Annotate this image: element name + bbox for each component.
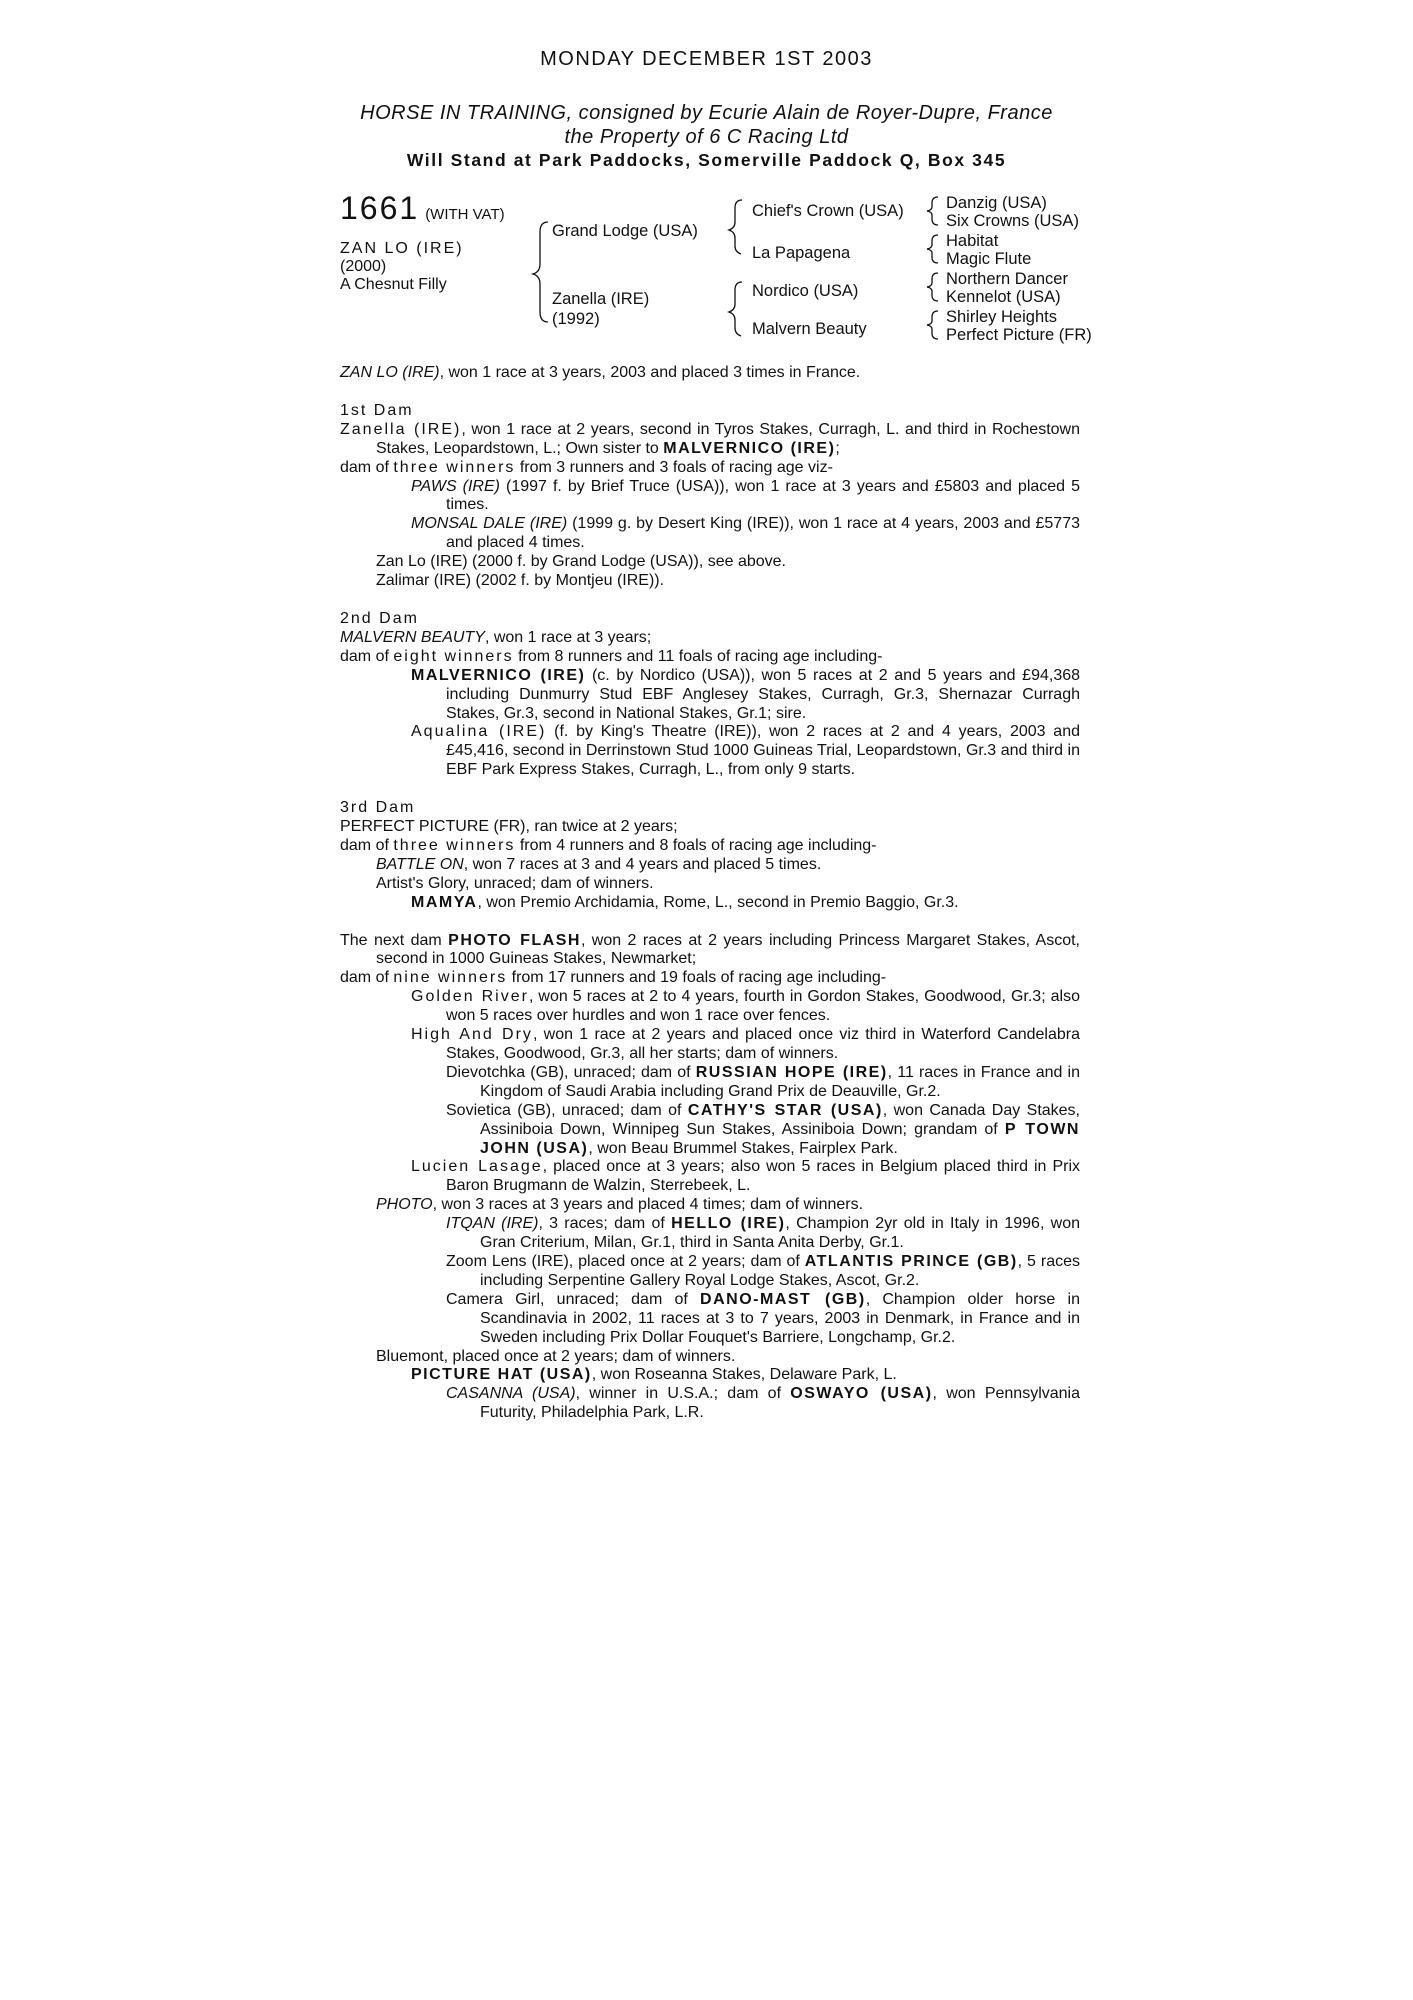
ancestor-6: Kennelot (USA) (946, 288, 1061, 306)
ancestor-7: Shirley Heights (946, 308, 1057, 326)
next-dam-runner: High And Dry, won 1 race at 2 years and placed once viz third in Waterford Candelabra Stakes, Goodwood, Gr.3, all her starts; dam of winners. (411, 1026, 1081, 1062)
horse-description: A Chesnut Filly (340, 276, 447, 293)
sale-date: MONDAY DECEMBER 1ST 2003 (540, 48, 873, 70)
first-dam-runner: MONSAL DALE (IRE) (1999 g. by Desert King (IRE)), won 1 race at 4 years, 2003 and £5773 and placed 4 times. (411, 515, 1081, 552)
consignor-line: HORSE IN TRAINING, consigned by Ecurie Alain de Royer-Dupre, France (360, 102, 1053, 124)
first-dam-produce: dam of three winners from 3 runners and 3 foals of racing age viz- (340, 458, 833, 476)
second-dam-runner: MALVERNICO (IRE) (c. by Nordico (USA)), won 5 races at 2 and 5 years and £94,368 including Dunmurry Stud EBF Anglesey Stakes, Curragh, Gr.3, Shernazar Curragh Stakes, Gr.3, second in National Stakes, Gr.1; sire. (411, 666, 1081, 722)
ancestor-5: Northern Dancer (946, 270, 1068, 288)
owner-line: the Property of 6 C Racing Ltd (564, 126, 849, 148)
first-dam-runner: Zan Lo (IRE) (2000 f. by Grand Lodge (USA)), see above. (376, 553, 786, 571)
stand-location: Will Stand at Park Paddocks, Somerville Paddock Q, Box 345 (406, 150, 1007, 170)
ancestor-1: Danzig (USA) (946, 194, 1047, 212)
sire-sire: Chief's Crown (USA) (752, 202, 904, 220)
ancestor-2: Six Crowns (USA) (946, 212, 1079, 230)
dam-dam: Malvern Beauty (752, 320, 867, 338)
second-dam-record: MALVERN BEAUTY, won 1 race at 3 years; (340, 628, 652, 646)
first-dam-record: Zanella (IRE), won 1 race at 2 years, second in Tyros Stakes, Curragh, L. and third in Rochestown Stakes, Leopardstown, L.; Own sister to MALVERNICO (IRE); (340, 420, 1081, 457)
horse-name: ZAN LO (IRE) (340, 240, 464, 257)
next-dam-runner: Golden River, won 5 races at 2 to 4 years, fourth in Gordon Stakes, Goodwood, Gr.3; also won 5 races over hurdles and won 1 race over fences. (411, 988, 1081, 1025)
sire: Grand Lodge (USA) (552, 222, 698, 240)
third-dam-runner: Artist's Glory, unraced; dam of winners. (376, 874, 654, 892)
next-dam-record: The next dam PHOTO FLASH, won 2 races at 2 years including Princess Margaret Stakes, Ascot, second in 1000 Guineas Stakes, Newmarket; (340, 931, 1080, 968)
third-dam-record: PERFECT PICTURE (FR), ran twice at 2 years; (340, 818, 678, 836)
next-dam-produce-line: Dievotchka (GB), unraced; dam of RUSSIAN HOPE (IRE), 11 races in France and in Kingdom of Saudi Arabia including Grand Prix de Deauville, Gr.2. (446, 1063, 1081, 1100)
lot-number: 1661 (340, 190, 420, 226)
third-dam-runner: MAMYA, won Premio Archidamia, Rome, L., second in Premio Baggio, Gr.3. (411, 893, 959, 911)
next-dam-produce-line: ITQAN (IRE), 3 races; dam of HELLO (IRE), Champion 2yr old in Italy in 1996, won Gran Criterium, Milan, Gr.1, third in Santa Anita Derby, Gr.1. (446, 1215, 1080, 1252)
next-dam-runner: Lucien Lasage, placed once at 3 years; also won 5 races in Belgium placed third in Prix Baron Brugmann de Walzin, Sterrebeek, L. (411, 1158, 1080, 1195)
third-dam-produce: dam of three winners from 4 runners and 8 foals of racing age including- (340, 836, 877, 854)
horse-year: (2000) (340, 258, 387, 275)
dam-sire: Nordico (USA) (752, 282, 859, 300)
catalogue-body (340, 364, 1080, 1423)
next-dam-produce-line: PICTURE HAT (USA), won Roseanna Stakes, Delaware Park, L. (411, 1366, 897, 1384)
pedigree-brackets (0, 0, 1413, 360)
second-dam-heading: 2nd Dam (340, 609, 419, 627)
next-dam-runner: Bluemont, placed once at 2 years; dam of winners. (376, 1347, 736, 1365)
ancestor-3: Habitat (946, 232, 999, 250)
ancestor-8: Perfect Picture (FR) (946, 326, 1092, 344)
race-summary: ZAN LO (IRE), won 1 race at 3 years, 2003 and placed 3 times in France. (340, 364, 861, 381)
dam: Zanella (IRE) (552, 290, 650, 308)
first-dam-heading: 1st Dam (340, 401, 414, 419)
dam-year: (1992) (552, 310, 600, 328)
second-dam-produce: dam of eight winners from 8 runners and 11 foals of racing age including- (340, 647, 883, 665)
first-dam-runner: Zalimar (IRE) (2002 f. by Montjeu (IRE)). (376, 572, 665, 590)
vat-note: (WITH VAT) (425, 206, 505, 223)
first-dam-runner: PAWS (IRE) (1997 f. by Brief Truce (USA)), won 1 race at 3 years and £5803 and placed 5 times. (411, 477, 1080, 514)
third-dam-runner: BATTLE ON, won 7 races at 3 and 4 years and placed 5 times. (376, 855, 822, 873)
next-dam-produce-line: Sovietica (GB), unraced; dam of CATHY'S STAR (USA), won Canada Day Stakes, Assiniboia Down, Winnipeg Sun Stakes, Assiniboia Down; grandam of P TOWN JOHN (USA), won Beau Brummel Stakes, Fairplex Park. (446, 1101, 1081, 1157)
next-dam-produce-line: CASANNA (USA), winner in U.S.A.; dam of OSWAYO (USA), won Pennsylvania Futurity, Philadelphia Park, L.R. (446, 1385, 1081, 1422)
ancestor-4: Magic Flute (946, 250, 1032, 268)
second-dam-runner: Aqualina (IRE) (f. by King's Theatre (IRE)), won 2 races at 2 and 4 years, 2003 and £45,416, second in Derrinstown Stud 1000 Guineas Trial, Leopardstown, Gr.3 and third in EBF Park Express Stakes, Curragh, L., from only 9 starts. (411, 723, 1081, 779)
next-dam-runner: PHOTO, won 3 races at 3 years and placed 4 times; dam of winners. (376, 1196, 864, 1214)
sire-dam: La Papagena (752, 244, 851, 262)
next-dam-produce-line: Zoom Lens (IRE), placed once at 2 years; dam of ATLANTIS PRINCE (GB), 5 races including Serpentine Gallery Royal Lodge Stakes, Ascot, Gr.2. (446, 1252, 1080, 1289)
third-dam-heading: 3rd Dam (340, 799, 416, 817)
next-dam-produce-line: Camera Girl, unraced; dam of DANO-MAST (GB), Champion older horse in Scandinavia in 2002, 11 races at 3 to 7 years, 2003 in Denmark, in France and in Sweden including Prix Dollar Fouquet's Barriere, Longchamp, Gr.2. (446, 1290, 1080, 1346)
next-dam-produce: dam of nine winners from 17 runners and 19 foals of racing age including- (340, 969, 887, 987)
